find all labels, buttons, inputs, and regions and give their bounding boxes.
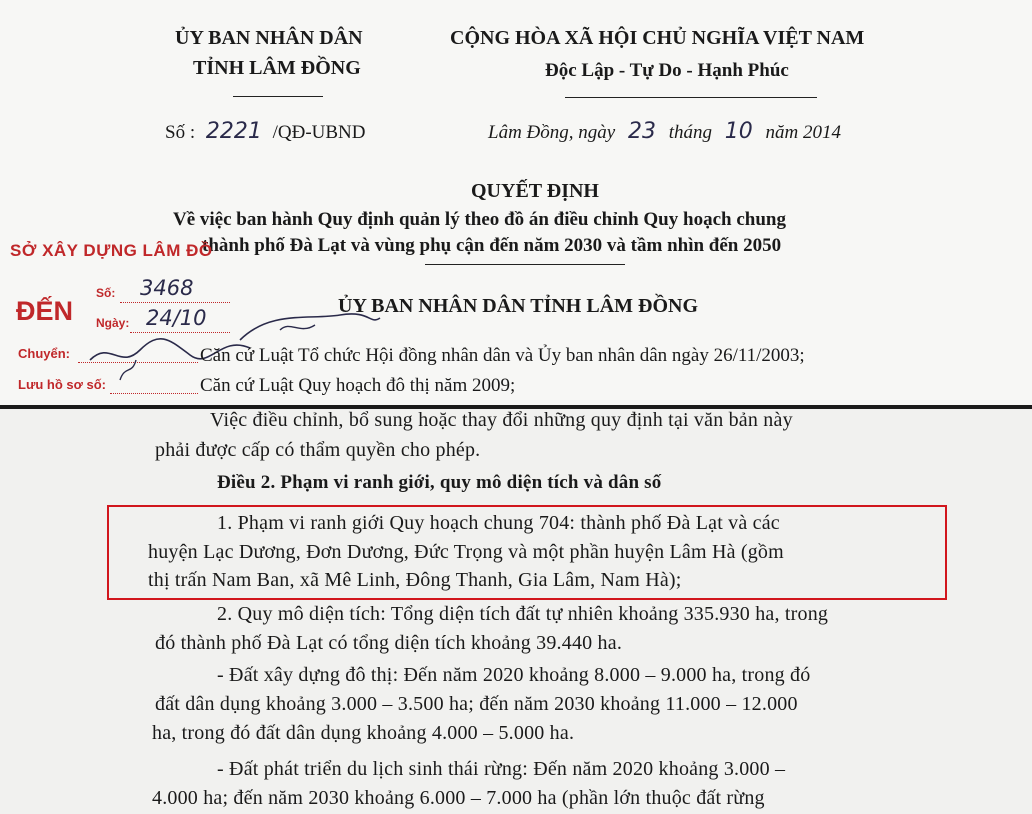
basis-line2: Căn cứ Luật Quy hoạch đô thị năm 2009; [200, 375, 516, 396]
stamp-org: SỞ XÂY DỰNG LÂM ĐỒ [10, 241, 213, 260]
stamp-luu-dots [110, 393, 198, 394]
decision-subject-line1: Về việc ban hành Quy định quản lý theo đồ án điều chỉnh Quy hoạch chung [173, 209, 786, 230]
issuer-underline [233, 96, 323, 97]
stamp-ngay-value: 24/10 [146, 306, 207, 330]
decision-subject-line2: thành phố Đà Lạt và vùng phụ cận đến năm 2030 và tầm nhìn đến 2050 [202, 235, 782, 256]
nation-title: CỘNG HÒA XÃ HỘI CHỦ NGHĨA VIỆT NAM [450, 27, 865, 49]
basis-line1: Căn cứ Luật Tổ chức Hội đồng nhân dân và Ủy ban nhân dân ngày 26/11/2003; [200, 345, 805, 366]
issuer-line1: ỦY BAN NHÂN DÂN [175, 27, 363, 49]
decision-issuer: ỦY BAN NHÂN DÂN TỈNH LÂM ĐỒNG [338, 295, 699, 317]
item3-line1: - Đất xây dựng đô thị: Đến năm 2020 khoảng 8.000 – 9.000 ha, trong đó [217, 664, 811, 686]
item1-line3: thị trấn Nam Ban, xã Mê Linh, Đông Thanh, Gia Lâm, Nam Hà); [148, 569, 682, 591]
stamp-so-value: 3468 [140, 276, 194, 300]
document-top-panel [0, 0, 1032, 405]
para0-line2: phải được cấp có thẩm quyền cho phép. [155, 439, 481, 461]
stamp-received: ĐẾN [16, 296, 74, 326]
stamp-luu-label: Lưu hồ sơ số: [18, 377, 106, 392]
stamp-ngay-label: Ngày: [96, 316, 130, 330]
doc-number-label: Số : 2221 /QĐ-UBND [165, 119, 366, 144]
stamp-so-label: Số: [96, 286, 116, 300]
item3-line3: ha, trong đó đất dân dụng khoảng 4.000 – 5.000 ha. [152, 722, 575, 744]
nation-motto: Độc Lập - Tự Do - Hạnh Phúc [545, 60, 789, 81]
item3-line2: đất dân dụng khoảng 3.000 – 3.500 ha; đến năm 2030 khoảng 11.000 – 12.000 [155, 693, 798, 715]
decision-title: QUYẾT ĐỊNH [471, 180, 599, 202]
item4-line1: - Đất phát triển du lịch sinh thái rừng: Đến năm 2020 khoảng 3.000 – [217, 758, 786, 780]
item1-line1: 1. Phạm vi ranh giới Quy hoạch chung 704: thành phố Đà Lạt và các [217, 512, 780, 534]
stamp-chuyen-label: Chuyển: [18, 346, 70, 361]
document-bottom-panel [0, 409, 1032, 814]
item1-line2: huyện Lạc Dương, Đơn Dương, Đức Trọng và một phần huyện Lâm Hà (gồm [148, 541, 784, 563]
para0-line1: Việc điều chỉnh, bổ sung hoặc thay đổi những quy định tại văn bản này [210, 409, 793, 431]
item2-line1: 2. Quy mô diện tích: Tổng diện tích đất tự nhiên khoảng 335.930 ha, trong [217, 603, 829, 625]
doc-number-handwritten: 2221 [205, 119, 262, 144]
doc-date: Lâm Đồng, ngày 23 tháng 10 năm 2014 [488, 119, 841, 144]
item4-line2: 4.000 ha; đến năm 2030 khoảng 6.000 – 7.000 ha (phần lớn thuộc đất rừng [152, 787, 765, 809]
issuer-line2: TỈNH LÂM ĐỒNG [193, 57, 361, 79]
item2-line2: đó thành phố Đà Lạt có tổng diện tích khoảng 39.440 ha. [155, 632, 623, 654]
motto-underline [565, 97, 817, 98]
subject-underline [425, 264, 625, 265]
article2-heading: Điều 2. Phạm vi ranh giới, quy mô diện tích và dân số [217, 472, 662, 493]
